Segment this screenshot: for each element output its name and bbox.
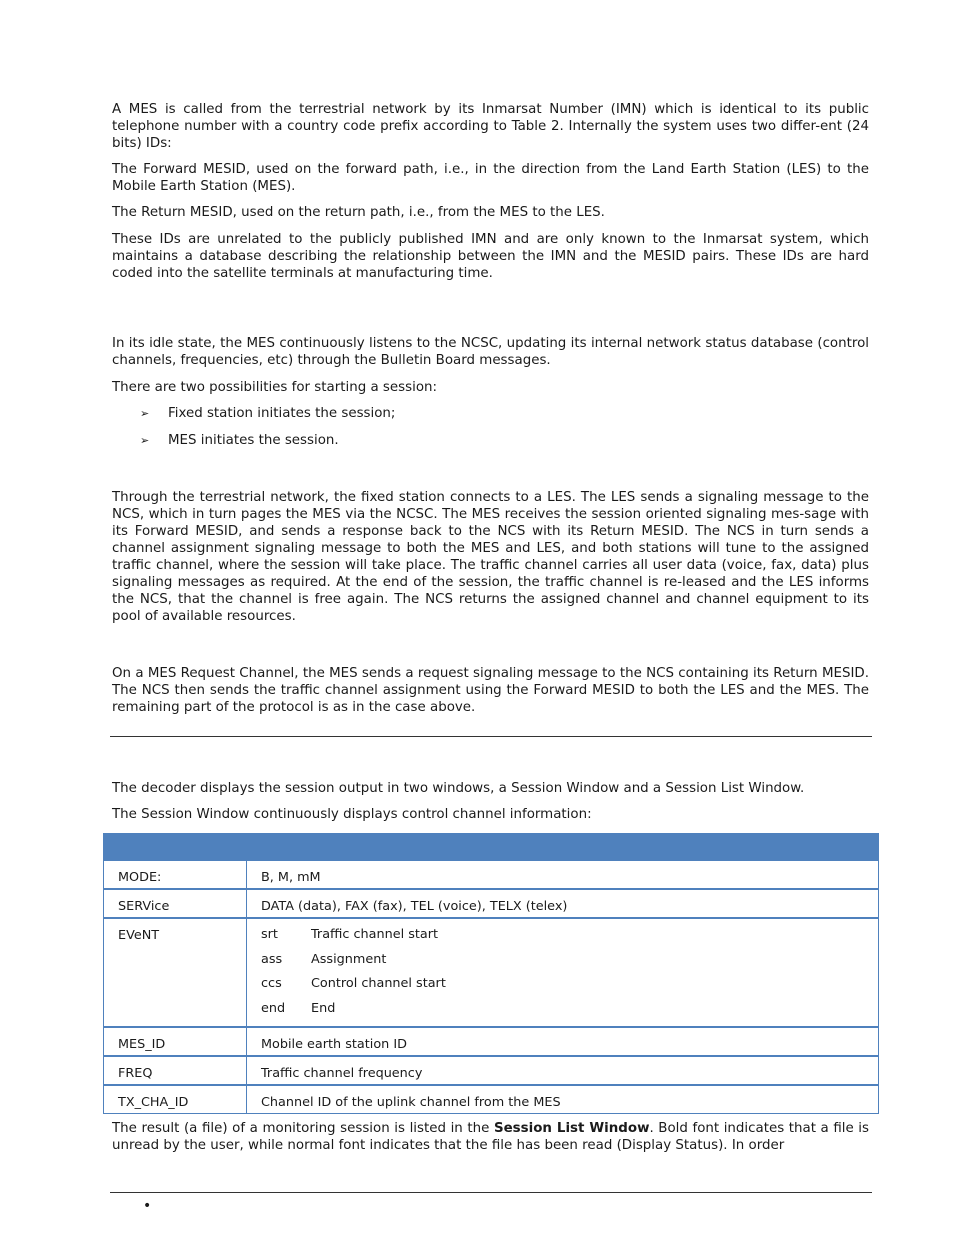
footer-bullet: • bbox=[143, 1198, 152, 1214]
event-code: ccs bbox=[261, 976, 282, 991]
paragraph-mes-request: On a MES Request Channel, the MES sends a request signaling message to the NCS containing its Return MESID. The NCS then sends the traffic channel assignment using the Forward MESID to both the LES and the MES. The remaining part of the protocol is as in the case above. bbox=[112, 666, 869, 715]
table-key: SERVice bbox=[104, 890, 247, 917]
table-value: Channel ID of the uplink channel from the MES bbox=[261, 1095, 561, 1110]
table-row bbox=[104, 888, 878, 917]
table-value: Traffic channel frequency bbox=[261, 1066, 423, 1081]
table-value: Mobile earth station ID bbox=[261, 1037, 407, 1052]
table-row bbox=[104, 1084, 878, 1113]
table-key: FREQ bbox=[104, 1057, 247, 1084]
table-row bbox=[104, 1026, 878, 1055]
paragraph-return-mesid: The Return MESID, used on the return path, i.e., from the MES to the LES. bbox=[112, 205, 605, 220]
paragraph-idle-state: In its idle state, the MES continuously listens to the NCSC, updating its internal network status database (control channels, frequencies, etc) through the Bulletin Board messages. bbox=[112, 336, 869, 368]
paragraph-session-window: The Session Window continuously displays control channel information: bbox=[112, 807, 592, 822]
bold-term: Session List Window bbox=[493, 1121, 650, 1136]
list-item-text: Fixed station initiates the session; bbox=[168, 406, 396, 421]
paragraph-ids-unrelated: These IDs are unrelated to the publicly published IMN and are only known to the Inmarsat system, which maintains a database describing the relationship between the IMN and the MESID pairs. These IDs are hard coded into the satellite terminals at manufacturing time. bbox=[112, 232, 869, 281]
event-code: ass bbox=[261, 951, 283, 967]
event-code: end bbox=[261, 1000, 286, 1016]
event-description: Assignment bbox=[311, 951, 387, 967]
arrow-bullet-icon: ➢ bbox=[140, 434, 150, 447]
paragraph-decoder-output: The decoder displays the session output in two windows, a Session Window and a Session List Window. bbox=[112, 781, 805, 796]
table-header bbox=[104, 833, 878, 860]
event-description: Control channel start bbox=[311, 976, 446, 991]
arrow-bullet-icon: ➢ bbox=[140, 407, 150, 420]
table-key: MES_ID bbox=[104, 1028, 247, 1055]
list-item bbox=[140, 432, 339, 449]
session-window-table bbox=[103, 833, 879, 1114]
event-description: Traffic channel start bbox=[311, 927, 439, 942]
event-item bbox=[261, 975, 878, 1000]
text-run: The result (a file) of a monitoring session is listed in the bbox=[112, 1121, 494, 1136]
paragraph-session-list bbox=[112, 1120, 869, 1154]
event-description: End bbox=[311, 1000, 336, 1016]
text-run: . Bold font indicates that a file is unread by the user, while normal font indicates that the file has been read (Display Status). In order bbox=[112, 1121, 870, 1153]
event-code: srt bbox=[261, 927, 278, 942]
paragraph-forward-mesid: The Forward MESID, used on the forward path, i.e., in the direction from the Land Earth Station (LES) to the Mobile Earth Station (MES). bbox=[112, 162, 869, 194]
table-row bbox=[104, 1055, 878, 1084]
event-item bbox=[261, 926, 878, 951]
event-item bbox=[261, 951, 878, 976]
table-row bbox=[104, 860, 878, 888]
list-item-text: MES initiates the session. bbox=[168, 433, 339, 448]
table-row bbox=[104, 917, 878, 1026]
list-item bbox=[140, 405, 395, 422]
table-key: TX_CHA_ID bbox=[104, 1086, 247, 1113]
event-list bbox=[247, 919, 878, 1026]
table-value: B, M, mM bbox=[261, 870, 321, 885]
footer-divider bbox=[110, 1192, 872, 1193]
table-key: EVeNT bbox=[104, 919, 247, 1026]
paragraph-two-possibilities: There are two possibilities for starting a session: bbox=[112, 380, 438, 395]
table-value: DATA (data), FAX (fax), TEL (voice), TELX (telex) bbox=[261, 899, 568, 914]
event-item bbox=[261, 1000, 878, 1025]
table-key: MODE: bbox=[104, 861, 247, 888]
section-divider bbox=[110, 736, 872, 737]
paragraph-imn: A MES is called from the terrestrial network by its Inmarsat Number (IMN) which is identical to its public telephone number with a country code prefix according to Table 2. Internally the system uses two differ-ent (24 bits) IDs: bbox=[112, 102, 869, 151]
paragraph-fixed-station: Through the terrestrial network, the fixed station connects to a LES. The LES sends a signaling message to the NCS, which in turn pages the MES via the NCSC. The MES receives the session oriented signaling mes-sage with its Forward MESID, and sends a response back to the NCS with its Return MESID. The NCS in turn sends a channel assignment signaling message to both the MES and LES, and both stations will tune to the assigned traffic channel, where the session will take place. The traffic channel carries all user data (voice, fax, data) plus signaling messages as required. At the end of the session, the traffic channel is re-leased and the LES informs the NCS, that the channel is free again. The NCS returns the assigned channel and channel equipment to its pool of available resources. bbox=[112, 490, 869, 624]
